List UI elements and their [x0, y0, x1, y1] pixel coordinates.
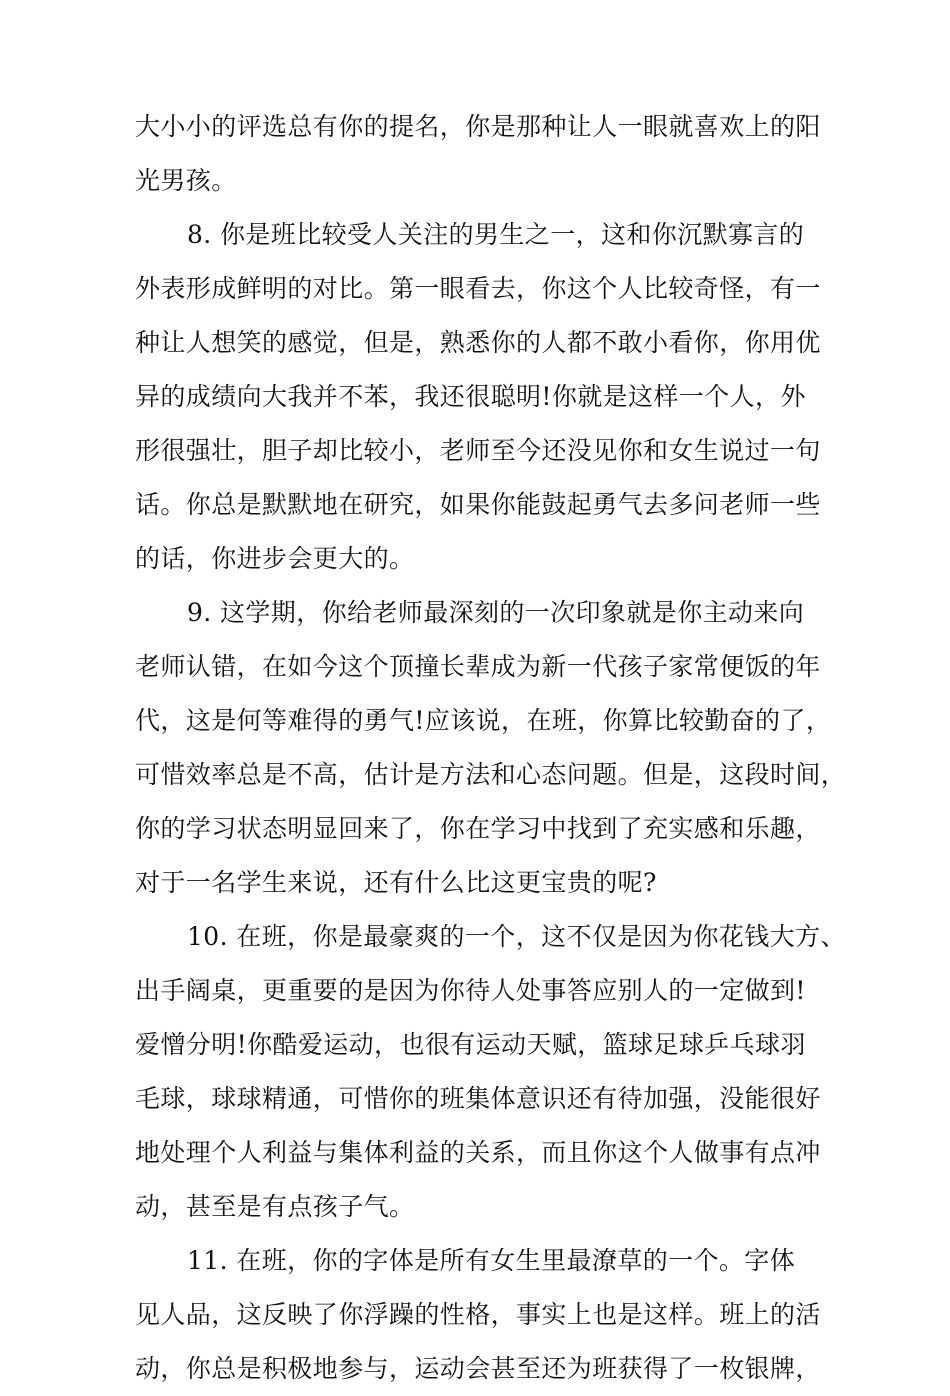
- item-8-first-line: 8. 你是班比较受人关注的男生之一，这和你沉默寡言的: [187, 220, 805, 249]
- text-line: 动，你总是积极地参与，运动会甚至还为班获得了一枚银牌，: [135, 1354, 821, 1383]
- text-line: 地处理个人利益与集体利益的关系，而且你这个人做事有点冲: [135, 1138, 821, 1167]
- text-line: 外表形成鲜明的对比。第一眼看去，你这个人比较奇怪，有一: [135, 274, 821, 303]
- text-line: 种让人想笑的感觉，但是，熟悉你的人都不敢小看你，你用优: [135, 328, 821, 357]
- text-line: 对于一名学生来说，还有什么比这更宝贵的呢?: [135, 868, 657, 897]
- text-line: 代，这是何等难得的勇气!应该说，在班，你算比较勤奋的了，: [135, 706, 832, 735]
- text-line: 异的成绩向大我并不苯，我还很聪明!你就是这样一个人，外: [135, 382, 806, 411]
- item-11-first-line: 11. 在班，你的字体是所有女生里最潦草的一个。字体: [187, 1246, 796, 1275]
- text-line: 的话，你进步会更大的。: [135, 544, 415, 573]
- text-line: 老师认错，在如今这个顶撞长辈成为新一代孩子家常便饭的年: [135, 652, 821, 681]
- item-10-first-line: 10. 在班，你是最豪爽的一个，这不仅是因为你花钱大方、: [187, 922, 846, 951]
- text-line: 大小小的评选总有你的提名，你是那种让人一眼就喜欢上的阳: [135, 112, 821, 141]
- text-line: 话。你总是默默地在研究，如果你能鼓起勇气去多问老师一些: [135, 490, 821, 519]
- body-text: [135, 100, 847, 1396]
- text-line: 光男孩。: [135, 166, 237, 195]
- text-line: 出手阔桌，更重要的是因为你待人处事答应别人的一定做到!: [135, 976, 806, 1005]
- text-line: 形很强壮，胆子却比较小，老师至今还没见你和女生说过一句: [135, 436, 821, 465]
- text-line: 动，甚至是有点孩子气。: [135, 1192, 415, 1221]
- item-9-first-line: 9. 这学期，你给老师最深刻的一次印象就是你主动来向: [187, 598, 805, 627]
- text-line: 你的学习状态明显回来了，你在学习中找到了充实感和乐趣，: [135, 814, 821, 843]
- text-line: 爱憎分明!你酷爱运动，也很有运动天赋，篮球足球乒乓球羽: [135, 1030, 806, 1059]
- text-line: 可惜效率总是不高，估计是方法和心态问题。但是，这段时间，: [135, 760, 847, 789]
- text-line: 见人品，这反映了你浮躁的性格，事实上也是这样。班上的活: [135, 1300, 821, 1329]
- text-line: 毛球，球球精通，可惜你的班集体意识还有待加强，没能很好: [135, 1084, 821, 1113]
